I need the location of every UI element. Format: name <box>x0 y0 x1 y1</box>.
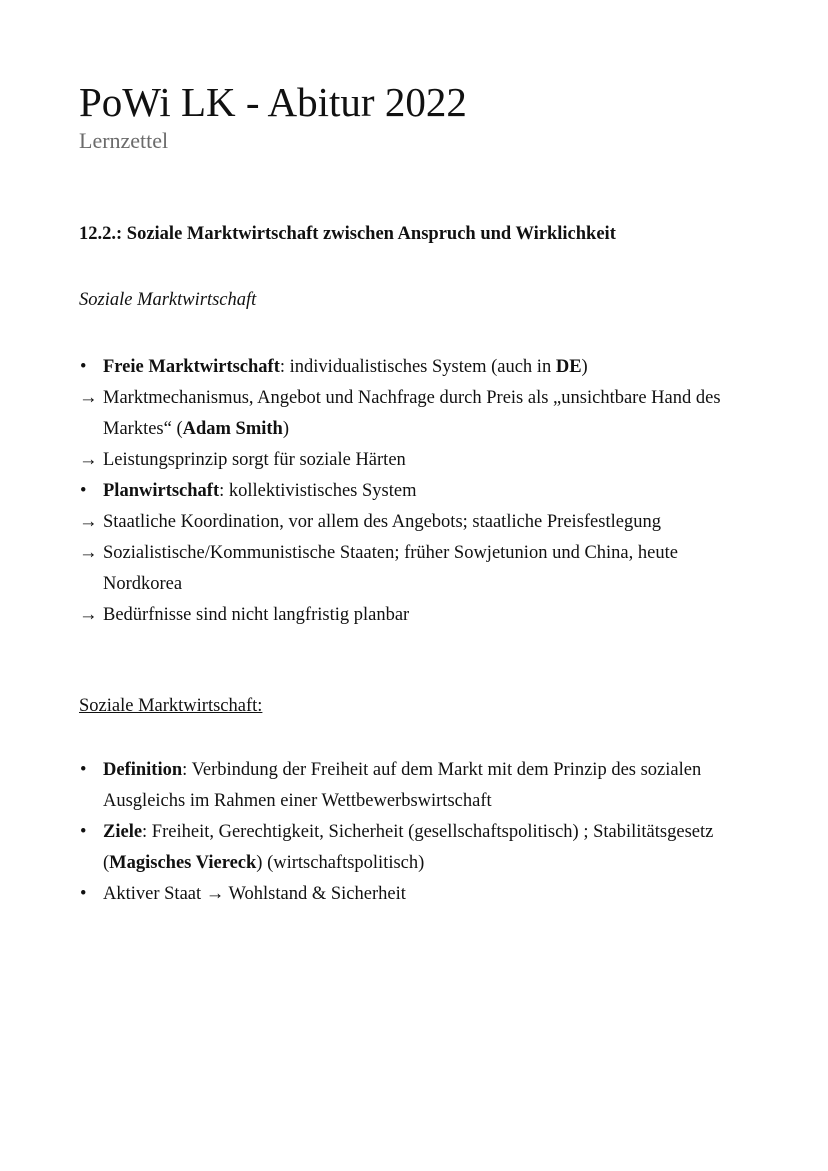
section-heading: 12.2.: Soziale Marktwirtschaft zwischen Anspruch und Wirklichkeit <box>79 224 616 244</box>
list-item <box>79 352 759 383</box>
social-market-economy-list <box>79 755 759 910</box>
item-text: Aktiver Staat → Wohlstand & Sicherheit <box>103 884 406 904</box>
bullet-marker: • <box>80 357 87 377</box>
list-item <box>79 445 759 476</box>
item-text: ) <box>581 357 588 377</box>
term-bold: Ziele <box>103 822 143 842</box>
item-text: ) <box>282 419 290 439</box>
item-text: Bedürfnisse sind nicht langfristig planbar <box>103 605 410 625</box>
list-item <box>79 755 759 817</box>
item-text: : kollektivistisches System <box>219 481 417 501</box>
arrow-marker: → <box>79 388 98 408</box>
bullet-marker: • <box>80 822 87 842</box>
term-bold: Planwirtschaft <box>103 481 220 501</box>
term-bold: Freie Marktwirtschaft <box>103 357 280 377</box>
page-title: PoWi LK - Abitur 2022 <box>79 79 467 125</box>
item-text: : Verbindung der Freiheit auf dem Markt mit dem Prinzip des sozialen Ausgleichs im Rahmen einer Wettbewerbswirtschaft <box>103 760 702 811</box>
subsection-heading-italic: Soziale Marktwirtschaft <box>79 290 257 310</box>
arrow-marker: → <box>79 605 98 625</box>
item-text: ) (wirtschaftspolitisch) <box>256 853 425 873</box>
subsection-heading-underlined: Soziale Marktwirtschaft: <box>79 696 263 716</box>
item-text: Marktmechanismus, Angebot und Nachfrage durch Preis als „unsichtbare Hand des Marktes“ ( <box>103 388 721 439</box>
bullet-marker: • <box>80 481 87 501</box>
arrow-marker: → <box>79 543 98 563</box>
arrow-marker: → <box>79 512 98 532</box>
term-bold: Adam Smith <box>182 419 283 439</box>
item-text: Leistungsprinzip sorgt für soziale Härten <box>103 450 406 470</box>
term-bold: Definition <box>103 760 183 780</box>
term-bold: DE <box>555 357 582 377</box>
list-item <box>79 538 759 600</box>
list-item <box>79 817 759 879</box>
page-subtitle: Lernzettel <box>79 128 169 153</box>
term-bold: Magisches Viereck <box>109 853 257 873</box>
item-text: Sozialistische/Kommunistische Staaten; früher Sowjetunion und China, heute Nordkorea <box>103 543 678 594</box>
bullet-marker: • <box>80 884 87 904</box>
item-text: Staatliche Koordination, vor allem des Angebots; staatliche Preisfestlegung <box>103 512 661 532</box>
list-item <box>79 476 759 507</box>
list-item <box>79 507 759 538</box>
item-text: : Freiheit, Gerechtigkeit, Sicherheit (gesellschaftspolitisch) ; Stabilitätsgesetz ( <box>103 822 714 873</box>
list-item <box>79 383 759 445</box>
bullet-marker: • <box>80 760 87 780</box>
list-item <box>79 879 759 910</box>
economic-systems-list <box>79 352 759 631</box>
arrow-marker: → <box>79 450 98 470</box>
item-text: : individualistisches System (auch in <box>279 357 556 377</box>
list-item <box>79 600 759 631</box>
